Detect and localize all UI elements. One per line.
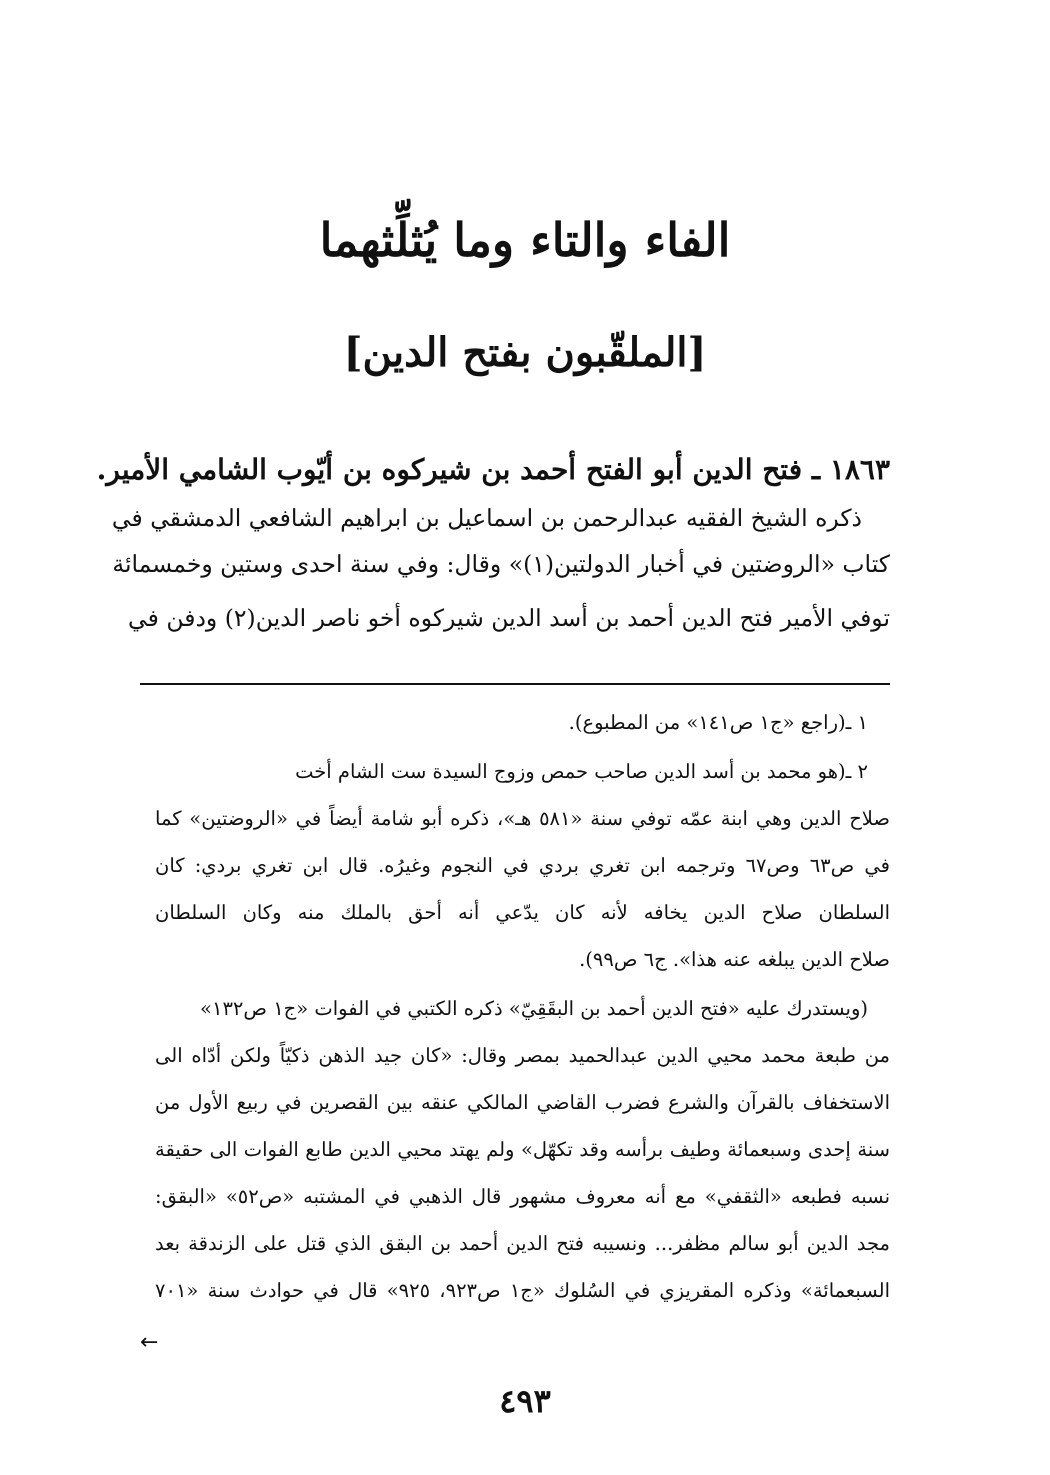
footnote-line: صلاح الدين وهي ابنة عمّه توفي سنة «٥٨١ هـ»، ذكره أبو شامة أيضاً في «الروضتين» كما: [155, 807, 890, 830]
footnote-line: السلطان صلاح الدين يخافه لأنه كان يدّعي أنه أحق بالملك منه وكان السلطان: [155, 901, 890, 924]
footnote-line: في ص٦٣ وص٦٧ وترجمه ابن تغري بردي في النجوم وغيرُه. قال ابن تغري بردي: كان: [155, 854, 890, 877]
body-line: كتاب «الروضتين في أخبار الدولتين(١)» وقال: وفي سنة احدى وستين وخمسمائة: [112, 550, 890, 578]
chapter-title: الفاء والتاء وما يُثلِّثهما: [319, 213, 731, 267]
body-line: توفي الأمير فتح الدين أحمد بن أسد الدين شيركوه أخو ناصر الدين(٢) ودفن في: [128, 604, 890, 632]
footnote-line: سنة إحدى وسبعمائة وطيف برأسه وقد تكهّل» ولم يهتد محيي الدين طابع الفوات الى حقيقة: [155, 1138, 890, 1161]
footnote-line: الاستخفاف بالقرآن والشرع فضرب القاضي المالكي عنقه بين القصرين في ربيع الأول من: [155, 1091, 890, 1114]
footnote-line: ٢ ـ(هو محمد بن أسد الدين صاحب حمص وزوج السيدة ست الشام أخت: [295, 760, 868, 783]
section-title: [الملقّبون بفتح الدين]: [343, 329, 707, 376]
footnote-line: ١ ـ(راجع «ج١ ص١٤١» من المطبوع).: [568, 711, 868, 734]
continuation-arrow-icon: ←: [140, 1330, 159, 1355]
footnote-line: نسبه فطبعه «الثقفي» مع أنه معروف مشهور قال الذهبي في المشتبه «ص٥٢» «البقق:: [155, 1185, 890, 1208]
footnote-line: مجد الدين أبو سالم مظفر... ونسيبه فتح الدين أحمد بن البقق الذي قتل على الزندقة بعد: [155, 1232, 890, 1255]
footnote-line: السبعمائة» وذكره المقريزي في السُلوك «ج١ ص٩٢٣، ٩٢٥» قال في حوادث سنة «٧٠١: [155, 1279, 890, 1302]
footnote-line: (ويستدرك عليه «فتح الدين أحمد بن البقَقِيّ» ذكره الكتبي في الفوات «ج١ ص١٣٢»: [200, 997, 868, 1020]
footnote-separator: [140, 683, 890, 685]
footnote-line: من طبعة محمد محيي الدين عبدالحميد بمصر وقال: «كان جيد الذهن ذكيّاً ولكن أدّاه الى: [155, 1044, 890, 1067]
footnote-line: صلاح الدين يبلغه عنه هذا». ج٦ ص٩٩).: [579, 948, 890, 971]
entry-heading: ١٨٦٣ ـ فتح الدين أبو الفتح أحمد بن شيركوه بن أيّوب الشامي الأمير.: [96, 453, 890, 486]
page-number: ٤٩٣: [499, 1382, 551, 1420]
body-line: ذكره الشيخ الفقيه عبدالرحمن بن اسماعيل بن ابراهيم الشافعي الدمشقي في: [111, 504, 862, 532]
